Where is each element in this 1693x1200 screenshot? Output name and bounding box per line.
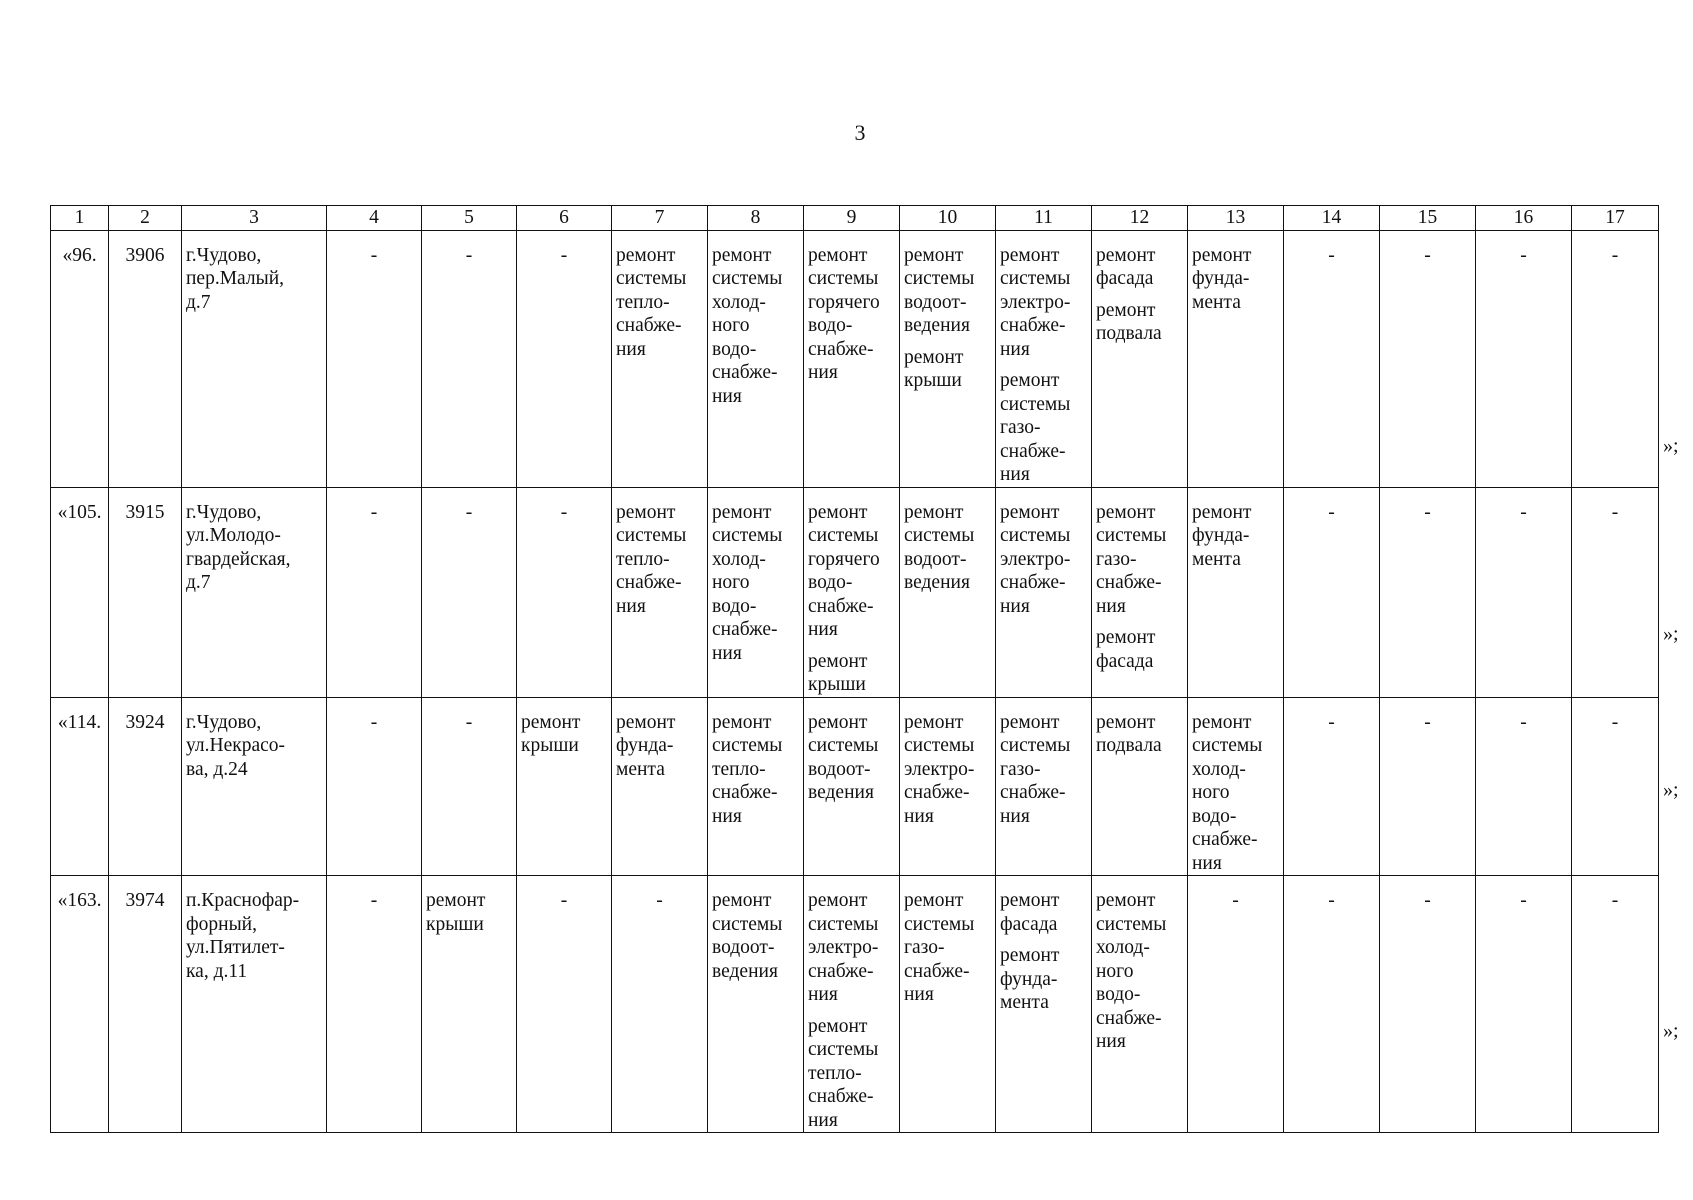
work-cell xyxy=(708,876,804,1133)
work-cell xyxy=(1380,487,1476,697)
work-entry: - xyxy=(370,244,378,266)
address-cell: п.Краснофар- форный, ул.Пятилет- ка, д.11 xyxy=(182,876,327,1133)
header-row xyxy=(51,206,1659,231)
repair-schedule-table xyxy=(50,205,1659,1133)
work-entry: ремонт фасада xyxy=(1096,244,1156,289)
work-entry: ремонт фасада xyxy=(1000,890,1060,935)
work-entry: - xyxy=(1520,890,1527,911)
work-cell xyxy=(1188,697,1284,876)
work-entry: ремонт системы тепло- снабже- ния xyxy=(712,711,783,827)
row-end-mark: »; xyxy=(1663,1020,1679,1042)
work-entry: - xyxy=(1328,711,1335,733)
work-cell xyxy=(900,487,996,697)
work-cell xyxy=(327,487,422,697)
work-cell xyxy=(996,487,1092,697)
column-header: 6 xyxy=(517,206,612,231)
work-entry: - xyxy=(1328,501,1335,523)
work-cell xyxy=(422,697,517,876)
address-cell: г.Чудово, ул.Молодо- гвардейская, д.7 xyxy=(182,487,327,697)
work-entry: - xyxy=(465,244,473,266)
address-cell: г.Чудово, ул.Некрасо- ва, д.24 xyxy=(182,697,327,876)
building-code: 3924 xyxy=(109,697,182,876)
work-entry: ремонт системы тепло- снабже- ния xyxy=(616,244,687,360)
work-entry: ремонт крыши xyxy=(426,890,486,935)
work-entry: ремонт системы водоот- ведения xyxy=(904,501,975,593)
work-cell xyxy=(1092,697,1188,876)
work-entry: ремонт системы газо- снабже- ния xyxy=(1096,501,1167,617)
work-entry: ремонт системы электро- снабже- ния xyxy=(1000,501,1071,617)
column-header: 4 xyxy=(327,206,422,231)
work-cell xyxy=(708,487,804,697)
work-entry: - xyxy=(656,890,663,911)
work-entry: ремонт системы горячего водо- снабже- ния xyxy=(808,501,880,640)
work-entry: - xyxy=(370,501,378,523)
row-end-mark: »; xyxy=(1663,623,1679,645)
work-cell xyxy=(1380,697,1476,876)
work-entry: - xyxy=(1232,890,1239,911)
work-cell xyxy=(1092,230,1188,487)
work-cell xyxy=(708,697,804,876)
work-cell xyxy=(804,230,900,487)
work-cell xyxy=(1476,876,1572,1133)
work-entry: ремонт системы газо- снабже- ния xyxy=(1000,370,1071,485)
work-entry: ремонт подвала xyxy=(1096,711,1162,756)
work-cell xyxy=(996,697,1092,876)
work-entry: ремонт системы холод- ного водо- снабже- ния xyxy=(712,501,783,664)
work-cell xyxy=(517,487,612,697)
work-cell xyxy=(1188,230,1284,487)
work-cell xyxy=(1284,697,1380,876)
column-header: 11 xyxy=(996,206,1092,231)
building-code: 3915 xyxy=(109,487,182,697)
work-cell xyxy=(1284,230,1380,487)
address-cell: г.Чудово, пер.Малый, д.7 xyxy=(182,230,327,487)
work-entry: - xyxy=(1611,711,1619,733)
work-cell xyxy=(996,230,1092,487)
column-header: 2 xyxy=(109,206,182,231)
work-entry: ремонт фасада xyxy=(1096,627,1156,672)
row-number: «114. xyxy=(51,697,109,876)
work-entry: ремонт крыши xyxy=(521,711,581,756)
work-cell xyxy=(708,230,804,487)
work-entry: ремонт системы тепло- снабже- ния xyxy=(616,501,687,617)
column-header: 9 xyxy=(804,206,900,231)
work-entry: - xyxy=(1424,711,1431,733)
work-cell xyxy=(1572,487,1659,697)
work-cell xyxy=(1284,487,1380,697)
work-entry: - xyxy=(560,244,568,266)
column-header: 17 xyxy=(1572,206,1659,231)
work-cell xyxy=(1092,487,1188,697)
work-cell xyxy=(517,697,612,876)
work-entry: ремонт системы холод- ного водо- снабже- ния xyxy=(1096,890,1167,1052)
work-entry: ремонт системы газо- снабже- ния xyxy=(1000,711,1071,827)
work-cell xyxy=(1092,876,1188,1133)
work-entry: - xyxy=(1520,244,1527,266)
column-header: 8 xyxy=(708,206,804,231)
work-entry: - xyxy=(1424,890,1431,911)
work-entry: - xyxy=(1520,501,1527,523)
work-entry: - xyxy=(1424,501,1431,523)
work-entry: - xyxy=(1520,711,1527,733)
work-cell xyxy=(900,697,996,876)
table-row xyxy=(51,230,1659,487)
work-cell xyxy=(1188,487,1284,697)
work-entry: - xyxy=(560,501,568,523)
work-entry: ремонт системы газо- снабже- ния xyxy=(904,890,975,1005)
column-header: 13 xyxy=(1188,206,1284,231)
page-number: 3 xyxy=(854,120,866,145)
column-header: 1 xyxy=(51,206,109,231)
column-header: 5 xyxy=(422,206,517,231)
column-header: 7 xyxy=(612,206,708,231)
work-cell xyxy=(1572,697,1659,876)
work-cell xyxy=(804,876,900,1133)
work-cell xyxy=(1476,230,1572,487)
work-entry: - xyxy=(1328,890,1335,911)
table-row xyxy=(51,697,1659,876)
work-cell xyxy=(422,876,517,1133)
column-header: 10 xyxy=(900,206,996,231)
work-cell xyxy=(900,876,996,1133)
work-cell xyxy=(804,487,900,697)
row-number: «163. xyxy=(51,876,109,1133)
work-cell xyxy=(612,697,708,876)
row-number: «105. xyxy=(51,487,109,697)
column-header: 15 xyxy=(1380,206,1476,231)
work-cell xyxy=(1380,230,1476,487)
work-cell xyxy=(327,230,422,487)
work-entry: ремонт подвала xyxy=(1096,299,1162,344)
work-cell xyxy=(900,230,996,487)
work-cell xyxy=(517,230,612,487)
column-header: 3 xyxy=(182,206,327,231)
work-entry: - xyxy=(1611,501,1619,523)
work-cell xyxy=(422,230,517,487)
work-cell xyxy=(327,876,422,1133)
work-cell xyxy=(1572,230,1659,487)
work-entry: ремонт системы холод- ного водо- снабже- ния xyxy=(712,244,783,407)
work-cell xyxy=(612,487,708,697)
work-cell xyxy=(517,876,612,1133)
work-entry: - xyxy=(370,711,378,733)
table-row xyxy=(51,876,1659,1133)
column-header: 14 xyxy=(1284,206,1380,231)
work-entry: - xyxy=(560,890,568,911)
work-entry: - xyxy=(465,501,473,523)
work-entry: ремонт системы водоот- ведения xyxy=(808,711,879,803)
table-body xyxy=(51,230,1659,1133)
work-entry: ремонт крыши xyxy=(808,650,868,695)
column-header: 16 xyxy=(1476,206,1572,231)
work-cell xyxy=(1572,876,1659,1133)
work-cell xyxy=(1188,876,1284,1133)
work-entry: ремонт системы холод- ного водо- снабже- ния xyxy=(1192,711,1263,874)
building-code: 3906 xyxy=(109,230,182,487)
work-entry: ремонт системы электро- снабже- ния xyxy=(904,711,975,827)
work-cell xyxy=(612,230,708,487)
work-cell xyxy=(422,487,517,697)
work-cell xyxy=(1284,876,1380,1133)
work-cell xyxy=(327,697,422,876)
work-entry: - xyxy=(465,711,473,733)
row-end-mark: »; xyxy=(1663,779,1679,801)
work-cell xyxy=(1476,697,1572,876)
work-entry: ремонт фунда- мента xyxy=(1192,501,1252,570)
work-entry: ремонт фунда- мента xyxy=(1000,945,1060,1013)
work-entry: ремонт системы горячего водо- снабже- ния xyxy=(808,244,880,383)
column-header: 12 xyxy=(1092,206,1188,231)
work-entry: ремонт системы электро- снабже- ния xyxy=(808,890,879,1005)
building-code: 3974 xyxy=(109,876,182,1133)
work-entry: ремонт системы водоот- ведения xyxy=(904,244,975,336)
work-entry: - xyxy=(1328,244,1335,266)
work-entry: - xyxy=(370,890,378,911)
work-entry: ремонт фунда- мента xyxy=(1192,244,1252,313)
row-number: «96. xyxy=(51,230,109,487)
work-entry: ремонт фунда- мента xyxy=(616,711,676,780)
work-entry: - xyxy=(1611,890,1619,911)
work-entry: ремонт системы тепло- снабже- ния xyxy=(808,1015,879,1131)
work-entry: - xyxy=(1424,244,1431,266)
work-entry: - xyxy=(1611,244,1619,266)
work-entry: ремонт крыши xyxy=(904,346,964,391)
work-entry: ремонт системы электро- снабже- ния xyxy=(1000,244,1071,360)
work-cell xyxy=(804,697,900,876)
work-cell xyxy=(1380,876,1476,1133)
work-entry: ремонт системы водоот- ведения xyxy=(712,890,783,982)
work-cell xyxy=(996,876,1092,1133)
table-row xyxy=(51,487,1659,697)
work-cell xyxy=(1476,487,1572,697)
work-cell xyxy=(612,876,708,1133)
row-end-mark: »; xyxy=(1663,435,1679,457)
